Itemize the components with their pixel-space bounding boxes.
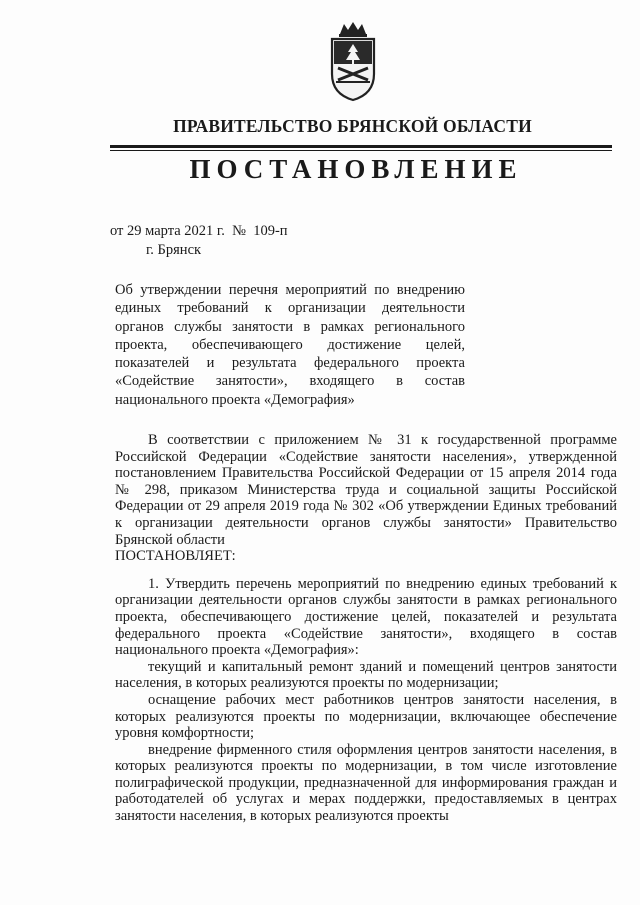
body-paragraph: текущий и капитальный ремонт зданий и помещений центров занятости населения, в которых реализуются проекты по модернизации; bbox=[115, 658, 617, 692]
document-type: ПОСТАНОВЛЕНИЕ bbox=[189, 154, 523, 184]
resolves-heading: ПОСТАНОВЛЯЕТ: bbox=[115, 548, 236, 565]
preamble-paragraph: В соответствии с приложением № 31 к государственной программе Российской Федерации «Содействие занятости населения», утвержденной постановлением Правительства Российской Федерации от 15 апреля 2014 года № 298, приказом Министерства труда и социальной защиты Российской Федерации от 29 апреля 2019 года № 302 «Об утверждении Единых требований к организации деятельности органов службы занятости» Правительство Брянской области bbox=[115, 432, 617, 548]
body-paragraph: оснащение рабочих мест работников центров занятости населения, в которых реализуются проекты по модернизации, включающее обеспечение уровня комфортности; bbox=[115, 691, 617, 742]
document-body bbox=[115, 432, 617, 825]
document-title: Об утверждении перечня мероприятий по внедрению единых требований к организации деятельности органов службы занятости в рамках регионального проекта, обеспечивающего достижение целей, показателей и результата федерального проекта «Содействие занятости», входящего в состав национального проекта «Демография» bbox=[115, 282, 465, 408]
document-city: г. Брянск bbox=[146, 242, 202, 258]
body-paragraph: внедрение фирменного стиля оформления центров занятости населения, в которых реализуются проекты по модернизации, в том числе изготовление полиграфической продукции, предназначенной для информирования граждан и работодателей об услугах и мерах поддержки, предоставляемых в центрах занятости населения, в которых реализуются проекты bbox=[115, 741, 617, 825]
document-date-number: от 29 марта 2021 г. № 109-п bbox=[110, 223, 288, 239]
header-rule-thick bbox=[110, 145, 612, 148]
header-rule-thin bbox=[110, 150, 612, 151]
bryansk-coat-of-arms-icon bbox=[326, 20, 380, 102]
government-name: ПРАВИТЕЛЬСТВО БРЯНСКОЙ ОБЛАСТИ bbox=[173, 116, 532, 136]
body-paragraph: 1. Утвердить перечень мероприятий по внедрению единых требований к организации деятельности органов службы занятости в рамках регионального проекта, обеспечивающего достижение целей, показателей и результата федерального проекта «Содействие занятости», входящего в состав национального проекта «Демография»: bbox=[115, 575, 617, 659]
